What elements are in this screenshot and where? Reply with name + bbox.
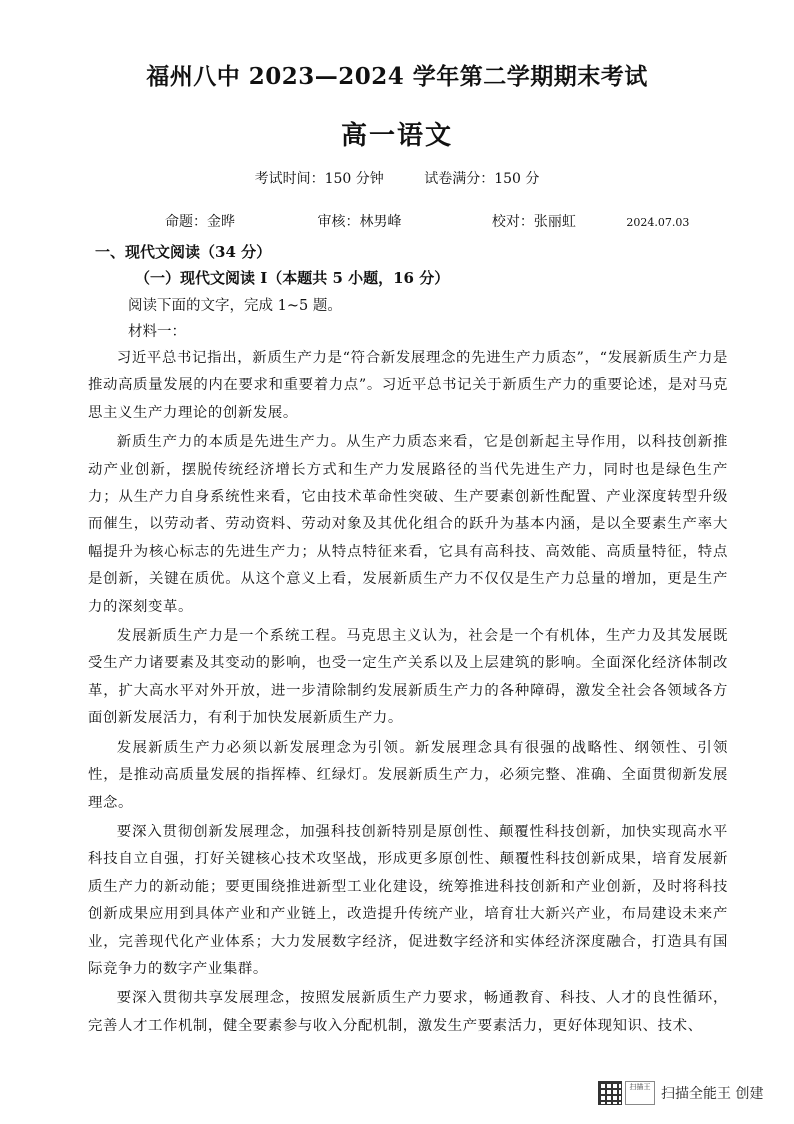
paragraph: 习近平总书记指出，新质生产力是“符合新发展理念的先进生产力质态”，“发展新质生产力是推动高质量发展的内在要求和重要着力点”。习近平总书记关于新质生产力的重要论述，是对马克思主义生产力理论的创新发展。 [88,350,728,421]
staff-reviewer: 审核：林男峰 [317,214,402,230]
watermark-text: 扫描全能王 创建 [661,1086,764,1102]
qr-code-icon [598,1081,622,1105]
material-label: 材料一： [128,324,186,340]
exam-date: 2024.07.03 [626,216,690,229]
reading-instruction: 阅读下面的文字，完成 1~5 题。 [128,298,342,314]
paragraph: 发展新质生产力是一个系统工程。马克思主义认为，社会是一个有机体，生产力及其发展既受生产力诸要素及其变动的影响，也受一定生产关系以及上层建筑的影响。全面深化经济体制改革，扩大高水平对外开放，进一步清除制约发展新质生产力的各种障碍，激发全社会各领域各方面创新发展活力，有利于加快发展新质生产力。 [88,628,728,727]
staff-author: 命题：金晔 [165,214,235,230]
reading-passage [88,345,728,1042]
section-title: 一、现代文阅读（34 分） [95,243,272,261]
scanner-watermark [598,1078,763,1108]
scanner-app-logo: 扫描王 [625,1081,655,1105]
exam-time: 考试时间：150 分钟 [254,171,384,187]
paragraph: 要深入贯彻创新发展理念，加强科技创新特别是原创性、颠覆性科技创新，加快实现高水平科技自立自强，打好关键核心技术攻坚战，形成更多原创性、颠覆性科技创新成果，培育发展新质生产力的新动能；要更围绕推进新型工业化建设，统筹推进科技创新和产业创新，及时将科技创新成果应用到具体产业和产业链上，改造提升传统产业，培育壮大新兴产业，布局建设未来产业，完善现代化产业体系；大力发展数字经济，促进数字经济和实体经济深度融合，打造具有国际竞争力的数字产业集群。 [88,823,728,977]
subject-title: 高一语文 [340,121,453,151]
paragraph: 新质生产力的本质是先进生产力。从生产力质态来看，它是创新起主导作用，以科技创新推动产业创新，摆脱传统经济增长方式和生产力发展路径的当代先进生产力，同时也是绿色生产力；从生产力自身系统性来看，它由技术革命性突破、生产要素创新性配置、产业深度转型升级而催生，以劳动者、劳动资料、劳动对象及其优化组合的跃升为基本内涵，是以全要素生产率大幅提升为核心标志的先进生产力；从特点特征来看，它具有高科技、高效能、高质量特征，特点是创新，关键在质优。从这个意义上看，发展新质生产力不仅仅是生产力总量的增加，更是生产力的深刻变革。 [88,434,728,615]
staff-proofreader: 校对：张丽虹 [491,214,576,230]
paragraph: 要深入贯彻共享发展理念，按照发展新质生产力要求，畅通教育、科技、人才的良性循环，完善人才工作机制，健全要素参与收入分配机制，激发生产要素活力，更好体现知识、技术、 [88,990,728,1034]
exam-info [0,168,794,188]
subsection-title: （一）现代文阅读 I（本题共 5 小题，16 分） [135,269,450,287]
exam-score: 试卷满分：150 分 [424,171,540,187]
paragraph: 发展新质生产力必须以新发展理念为引领。新发展理念具有很强的战略性、纲领性、引领性，是推动高质量发展的指挥棒、红绿灯。发展新质生产力，必须完整、准确、全面贯彻新发展理念。 [88,739,728,811]
exam-title: 福州八中 2023—2024 学年第二学期期末考试 [146,63,648,90]
staff-row [165,211,725,231]
